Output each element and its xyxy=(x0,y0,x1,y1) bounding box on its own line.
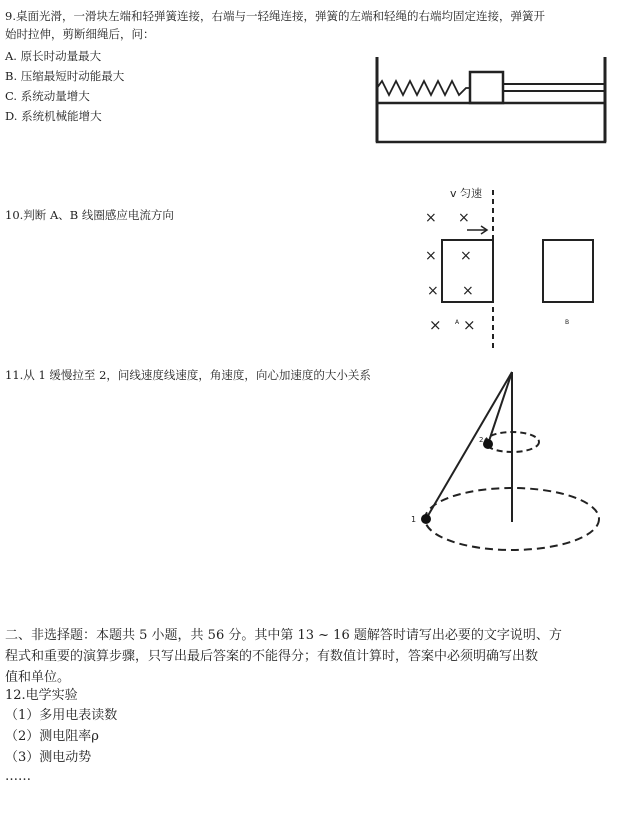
section2-line1: 二、非选择题：本题共 5 小题，共 56 分。其中第 13 ~ 16 题解答时请写出必要的文字说明、方 xyxy=(5,628,562,643)
q12-title: 12.电学实验 xyxy=(5,688,78,703)
rope xyxy=(503,84,605,91)
table-surface xyxy=(377,103,605,142)
q9-option-c: C. 系统动量增大 xyxy=(5,89,90,103)
ball-position-2 xyxy=(483,439,493,449)
field-x-mark: × xyxy=(429,316,442,334)
q12-item-3: （3）测电动势 xyxy=(5,750,92,765)
coil-b-label: B xyxy=(565,319,570,326)
q9-option-a: A. 原长时动量最大 xyxy=(5,49,102,63)
spring xyxy=(377,81,470,95)
induction-coils-figure xyxy=(415,180,610,355)
field-x-mark: × xyxy=(458,210,470,226)
string-position-1 xyxy=(426,372,512,519)
q12-item-1: （1）多用电表读数 xyxy=(5,708,118,723)
field-x-mark: × xyxy=(427,283,439,299)
q9-stem-line2: 始时拉伸，剪断细绳后，问： xyxy=(5,27,155,41)
q9-stem-line1: 9.桌面光滑，一滑块左端和轻弹簧连接，右端与一轻绳连接，弹簧的左端和轻绳的右端均固定连接，弹簧开 xyxy=(5,9,545,23)
conical-pendulum-figure xyxy=(405,360,610,570)
field-x-mark: × xyxy=(425,210,437,226)
q10-stem: 10.判断 A、B 线圈感应电流方向 xyxy=(5,208,174,222)
field-x-mark: × xyxy=(460,248,472,264)
q9-option-d: D. 系统机械能增大 xyxy=(5,109,102,123)
field-x-mark: × xyxy=(462,283,474,299)
field-x-mark: × xyxy=(463,316,476,334)
point-1-label: 1 xyxy=(411,515,417,524)
slider-block xyxy=(470,72,503,103)
field-x-mark: × xyxy=(425,248,437,264)
q11-stem: 11.从 1 缓慢拉至 2，问线速度线速度，角速度，向心加速度的大小关系 xyxy=(5,368,371,382)
q9-option-b: B. 压缩最短时动能最大 xyxy=(5,69,125,83)
section2-line3: 值和单位。 xyxy=(5,670,71,685)
spring-block-figure xyxy=(360,45,620,150)
section2-line2: 程式和重要的演算步骤，只写出最后答案的不能得分；有数值计算时，答案中必须明确写出数 xyxy=(5,649,539,664)
velocity-label: v 匀速 xyxy=(450,187,483,200)
ball-position-1 xyxy=(421,514,431,524)
q12-item-2: （2）测电阻率ρ xyxy=(5,729,99,744)
point-2-label: 2 xyxy=(479,436,484,444)
coil-a-label: A xyxy=(455,319,460,326)
q12-ellipsis: …… xyxy=(5,769,31,784)
coil-b xyxy=(543,240,593,302)
